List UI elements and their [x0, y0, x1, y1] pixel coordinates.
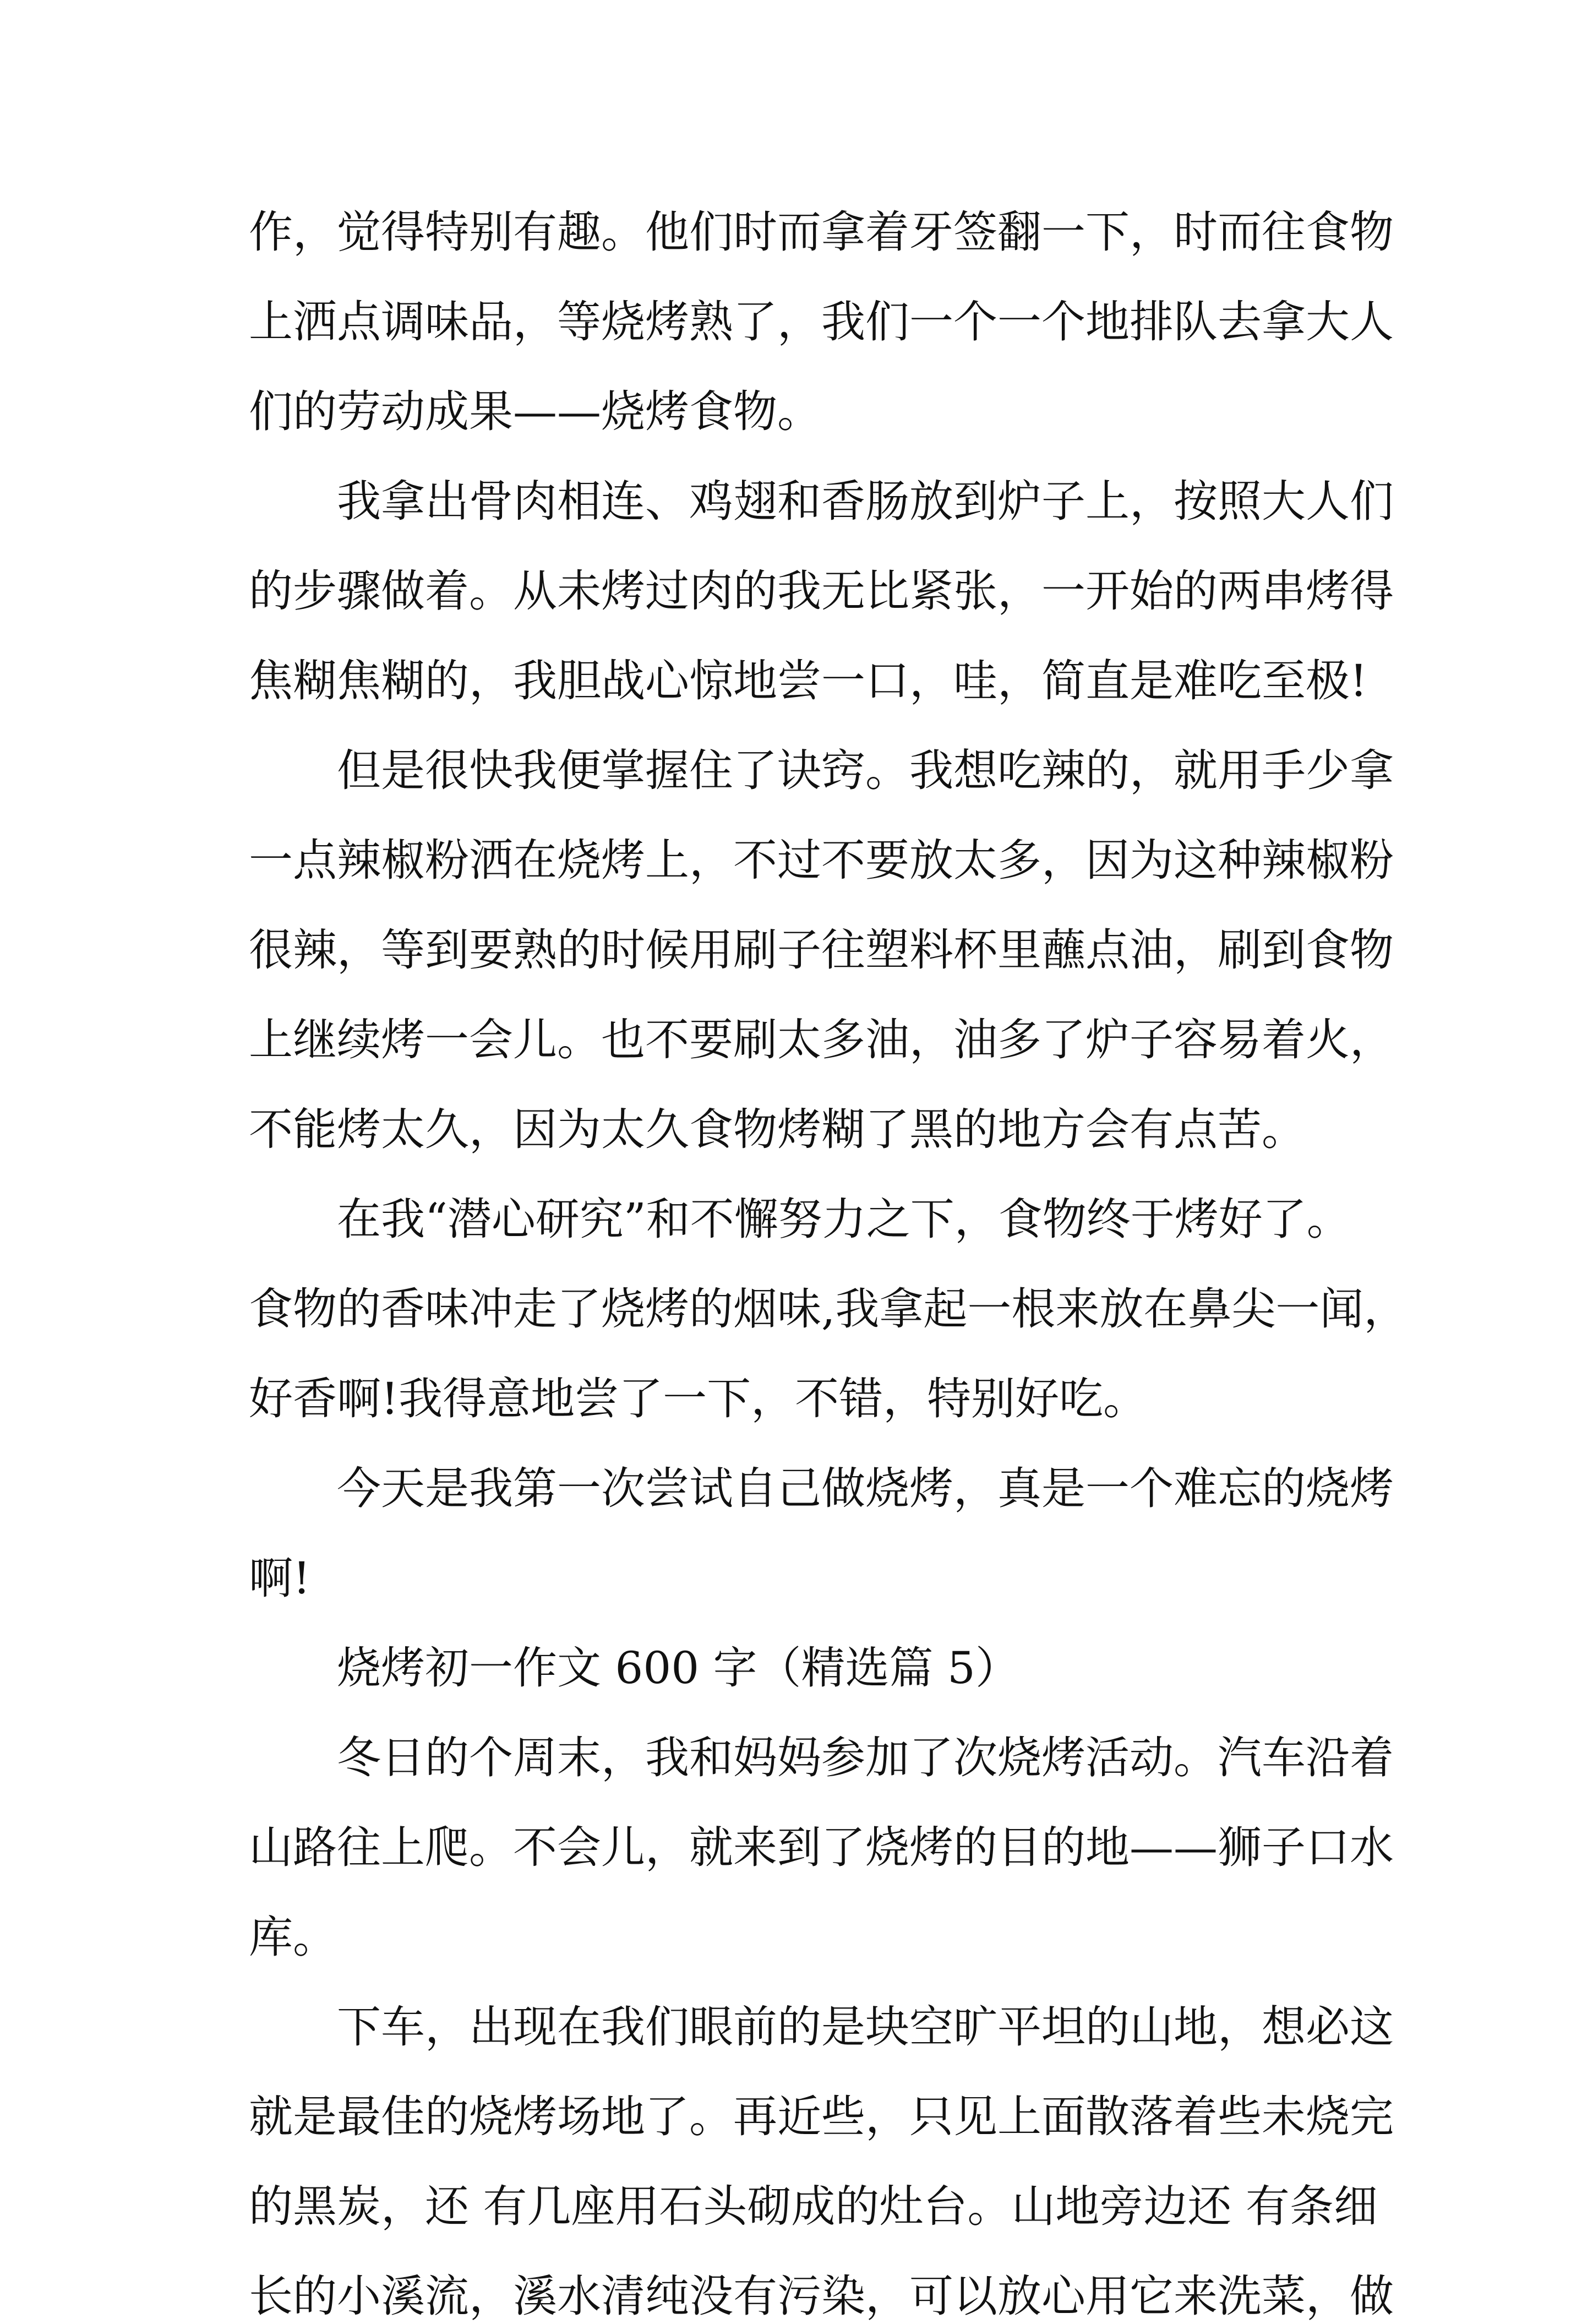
text-line: 上继续烤一会儿。也不要刷太多油，油多了炉子容易着火， [249, 1014, 1394, 1065]
section-heading: 烧烤初一作文 600 字（精选篇 5） [249, 1642, 1019, 1694]
text-line: 食物的香味冲走了烧烤的烟味,我拿起一根来放在鼻尖一闻， [249, 1283, 1408, 1335]
text-line: 山路往上爬。不会儿，就来到了烧烤的目的地——狮子口水 [249, 1822, 1394, 1873]
text-line: 很辣，等到要熟的时候用刷子往塑料杯里蘸点油，刷到食物 [249, 924, 1394, 976]
document-text [249, 205, 1408, 2324]
text-line: 我拿出骨肉相连、鸡翅和香肠放到炉子上，按照大人们 [249, 476, 1394, 527]
text-line: 下车，出现在我们眼前的是块空旷平坦的山地，想必这 [249, 2001, 1394, 2053]
text-line: 但是很快我便掌握住了诀窍。我想吃辣的，就用手少拿 [249, 745, 1394, 796]
text-line: 焦糊焦糊的，我胆战心惊地尝一口，哇，简直是难吃至极! [249, 655, 1368, 706]
text-line: 作，觉得特别有趣。他们时而拿着牙签翻一下，时而往食物 [249, 206, 1394, 258]
text-line: 好香啊!我得意地尝了一下，不错，特别好吃。 [249, 1373, 1148, 1424]
text-line: 的黑炭，还 有几座用石头砌成的灶台。山地旁边还 有条细 [249, 2181, 1378, 2232]
text-line: 们的劳动成果——烧烤食物。 [249, 386, 821, 437]
text-line: 今天是我第一次尝试自己做烧烤，真是一个难忘的烧烤 [249, 1463, 1394, 1514]
text-line: 不能烤太久，因为太久食物烤糊了黑的地方会有点苦。 [249, 1104, 1306, 1155]
text-line: 冬日的个周末，我和妈妈参加了次烧烤活动。汽车沿着 [249, 1732, 1394, 1783]
text-line: 就是最佳的烧烤场地了。再近些，只见上面散落着些未烧完 [249, 2091, 1394, 2142]
text-line: 一点辣椒粉洒在烧烤上，不过不要放太多，因为这种辣椒粉 [249, 835, 1394, 886]
text-line: 上洒点调味品，等烧烤熟了，我们一个一个地排队去拿大人 [249, 296, 1394, 347]
text-line: 的步骤做着。从未烤过肉的我无比紧张，一开始的两串烤得 [249, 565, 1394, 617]
text-line: 在我“潜心研究”和不懈努力之下，食物终于烤好了。 [249, 1194, 1351, 1245]
text-line: 库。 [249, 1912, 337, 1963]
text-line: 啊! [249, 1553, 311, 1604]
text-line: 长的小溪流，溪水清纯没有污染，可以放心用它来洗菜，做 [249, 2271, 1394, 2322]
